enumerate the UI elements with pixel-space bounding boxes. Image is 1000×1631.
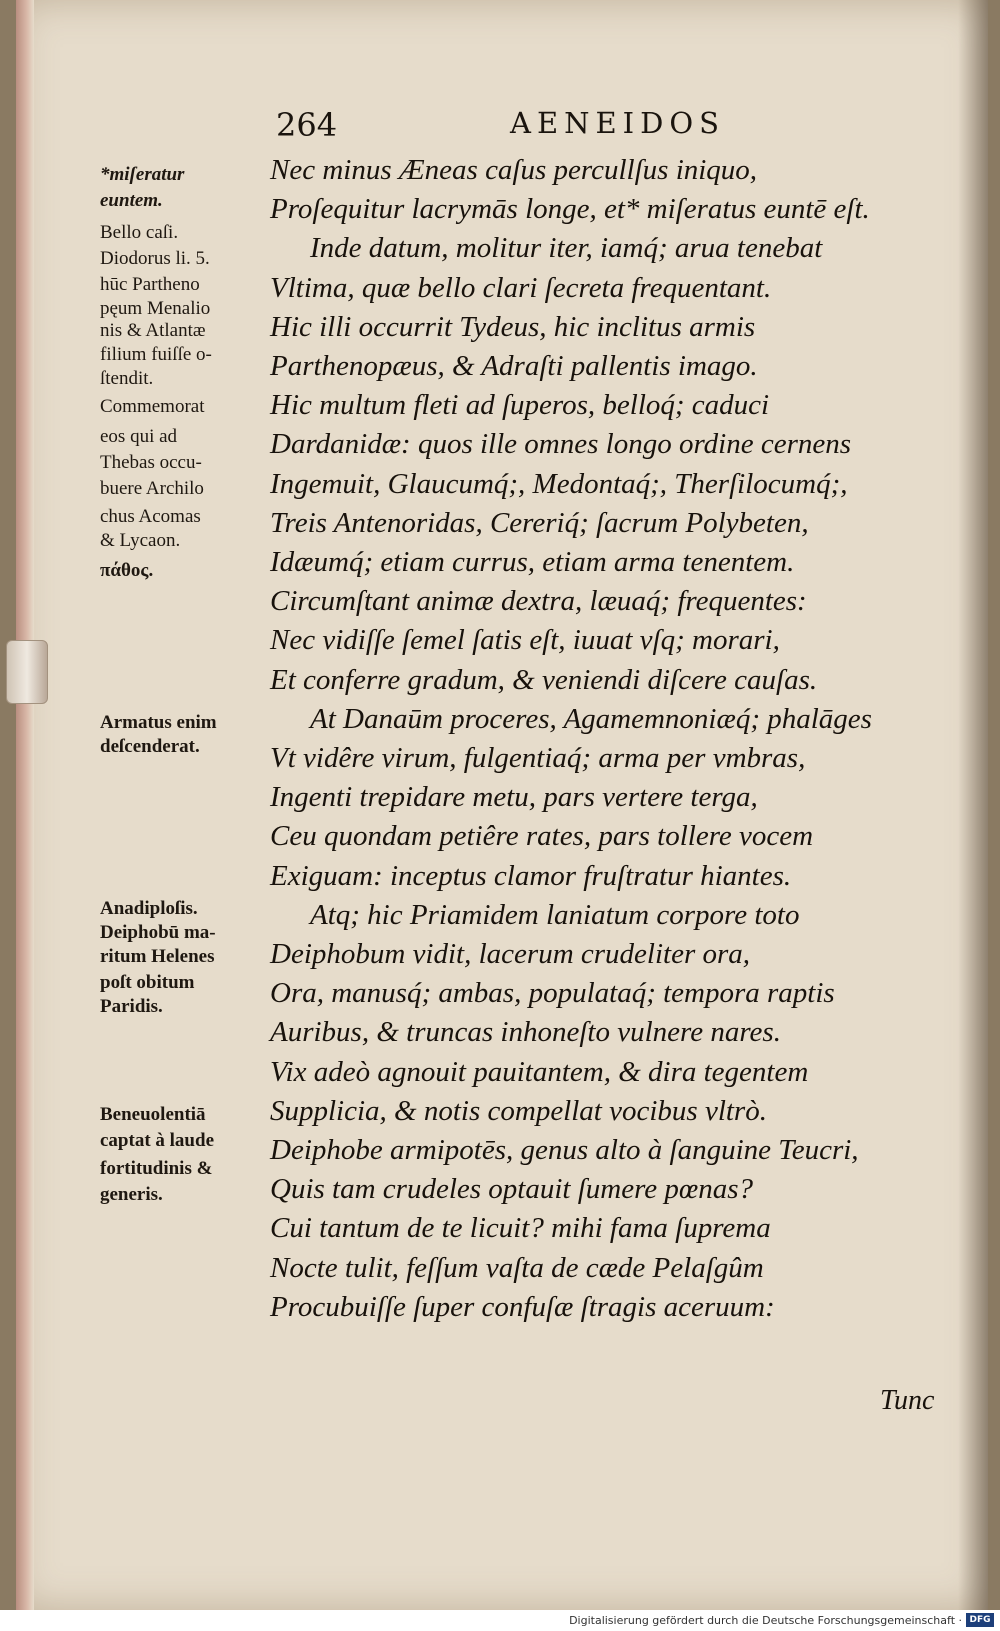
page-number: 264 bbox=[276, 106, 338, 144]
verse-line: Idæumq́; etiam currus, etiam arma tenentem. bbox=[270, 546, 795, 578]
verse-line: Dardanidæ: quos ille omnes longo ordine cernens bbox=[270, 428, 852, 461]
catchword: Tunc bbox=[880, 1385, 935, 1416]
verse-line: Deiphobe armipotēs, genus alto à ſanguine Teucri, bbox=[270, 1134, 859, 1166]
margin-note: Bello caſi. bbox=[100, 222, 179, 243]
verse-line: Nec minus Æneas caſus percullſus iniquo, bbox=[270, 154, 758, 186]
verse-line: Parthenopæus, & Adraſti pallentis imago. bbox=[270, 350, 758, 382]
verse-line: Vt vidêre virum, fulgentiaq́; arma per vmbras, bbox=[270, 742, 806, 774]
verse-line: Deiphobum vidit, lacerum crudeliter ora, bbox=[270, 938, 751, 970]
margin-note: poſt obitum bbox=[100, 972, 195, 993]
margin-note: Diodorus li. 5. bbox=[100, 248, 210, 269]
margin-note: captat à laude bbox=[100, 1130, 214, 1151]
dfg-logo: DFG bbox=[966, 1613, 994, 1627]
margin-note: Commemorat bbox=[100, 396, 205, 417]
verse-line: Treis Antenoridas, Cereriq́; ſacrum Polybeten, bbox=[270, 506, 809, 539]
page-edge bbox=[16, 0, 34, 1610]
margin-note: ſtendit. bbox=[100, 368, 154, 389]
margin-note: nis & Atlantæ bbox=[100, 320, 206, 341]
margin-note: Paridis. bbox=[100, 996, 163, 1017]
margin-note: euntem. bbox=[100, 190, 163, 211]
margin-note: eos qui ad bbox=[100, 426, 178, 447]
margin-note: pęum Menalio bbox=[100, 298, 211, 319]
verse-line: Nec vidiſſe ſemel ſatis eſt, iuuat vſq; morari, bbox=[270, 624, 780, 657]
gutter-shadow bbox=[958, 0, 988, 1610]
margin-note: filium fuiſſe o- bbox=[100, 344, 212, 365]
footer-credit: Digitalisierung gefördert durch die Deutsche Forschungsgemeinschaft · bbox=[569, 1614, 962, 1627]
verse-line: Nocte tulit, feſſum vaſta de cæde Pelaſgûm bbox=[270, 1251, 764, 1284]
margin-note: Deiphobū ma- bbox=[100, 922, 216, 943]
margin-note: *miſeratur bbox=[100, 164, 185, 185]
verse-line: Ingenti trepidare metu, pars vertere terga, bbox=[270, 781, 758, 814]
verse-line: Circumſtant animæ dextra, læuaq́; frequentes: bbox=[270, 585, 807, 618]
margin-note: hūc Partheno bbox=[100, 274, 200, 295]
margin-note: Armatus enim bbox=[100, 712, 217, 733]
verse-line: Quis tam crudeles optauit ſumere pœnas? bbox=[270, 1173, 754, 1206]
verse-line: Auribus, & truncas inhoneſto vulnere nares. bbox=[270, 1016, 781, 1049]
margin-note: deſcenderat. bbox=[100, 736, 200, 757]
verse-line: Vltima, quæ bello clari ſecreta frequentant. bbox=[270, 271, 772, 304]
margin-note: Thebas occu- bbox=[100, 452, 202, 473]
margin-note: πάθος. bbox=[100, 560, 154, 581]
margin-note: Anadiploſis. bbox=[100, 898, 198, 919]
verse-line: Hic illi occurrit Tydeus, hic inclitus armis bbox=[270, 310, 756, 343]
margin-note: generis. bbox=[100, 1184, 163, 1205]
margin-note: fortitudinis & bbox=[100, 1158, 213, 1179]
verse-line: Supplicia, & notis compellat vocibus vltrò. bbox=[270, 1094, 767, 1127]
verse-line: Inde datum, molitur iter, iamq́; arua tenebat bbox=[310, 232, 823, 265]
verse-line: Vix adeò agnouit pauitantem, & dira tegentem bbox=[270, 1055, 809, 1088]
verse-line: Ora, manusq́; ambas, populataq́; tempora raptis bbox=[270, 977, 835, 1010]
verse-line: Et conferre gradum, & veniendi diſcere cauſas. bbox=[270, 663, 818, 696]
verse-line: Atq; hic Priamidem laniatum corpore toto bbox=[310, 898, 800, 931]
running-title: AENEIDOS bbox=[510, 106, 726, 140]
margin-note: buere Archilo bbox=[100, 478, 204, 499]
margin-note: chus Acomas bbox=[100, 506, 201, 527]
margin-note: Beneuolentiā bbox=[100, 1104, 206, 1125]
verse-line: Procubuiſſe ſuper confuſæ ſtragis aceruum: bbox=[270, 1290, 775, 1323]
margin-note: ritum Helenes bbox=[100, 946, 215, 967]
verse-line: Cui tantum de te licuit? mihi fama ſuprema bbox=[270, 1212, 771, 1245]
verse-line: Proſequitur lacrymās longe, et* miſeratus euntē eſt. bbox=[270, 193, 870, 226]
page-clip bbox=[6, 640, 48, 704]
verse-line: Ingemuit, Glaucumq́;, Medontaq́;, Therſilocumq́;, bbox=[270, 467, 848, 500]
verse-line: At Danaūm proceres, Agamemnoniæq́; phalāges bbox=[310, 702, 872, 735]
verse-line: Hic multum fleti ad ſuperos, belloq́; caduci bbox=[270, 389, 770, 422]
verse-line: Ceu quondam petiêre rates, pars tollere vocem bbox=[270, 820, 814, 853]
margin-note: & Lycaon. bbox=[100, 530, 181, 551]
verse-line: Exiguam: inceptus clamor fruſtratur hiantes. bbox=[270, 859, 792, 892]
footer-bar bbox=[0, 1610, 1000, 1631]
